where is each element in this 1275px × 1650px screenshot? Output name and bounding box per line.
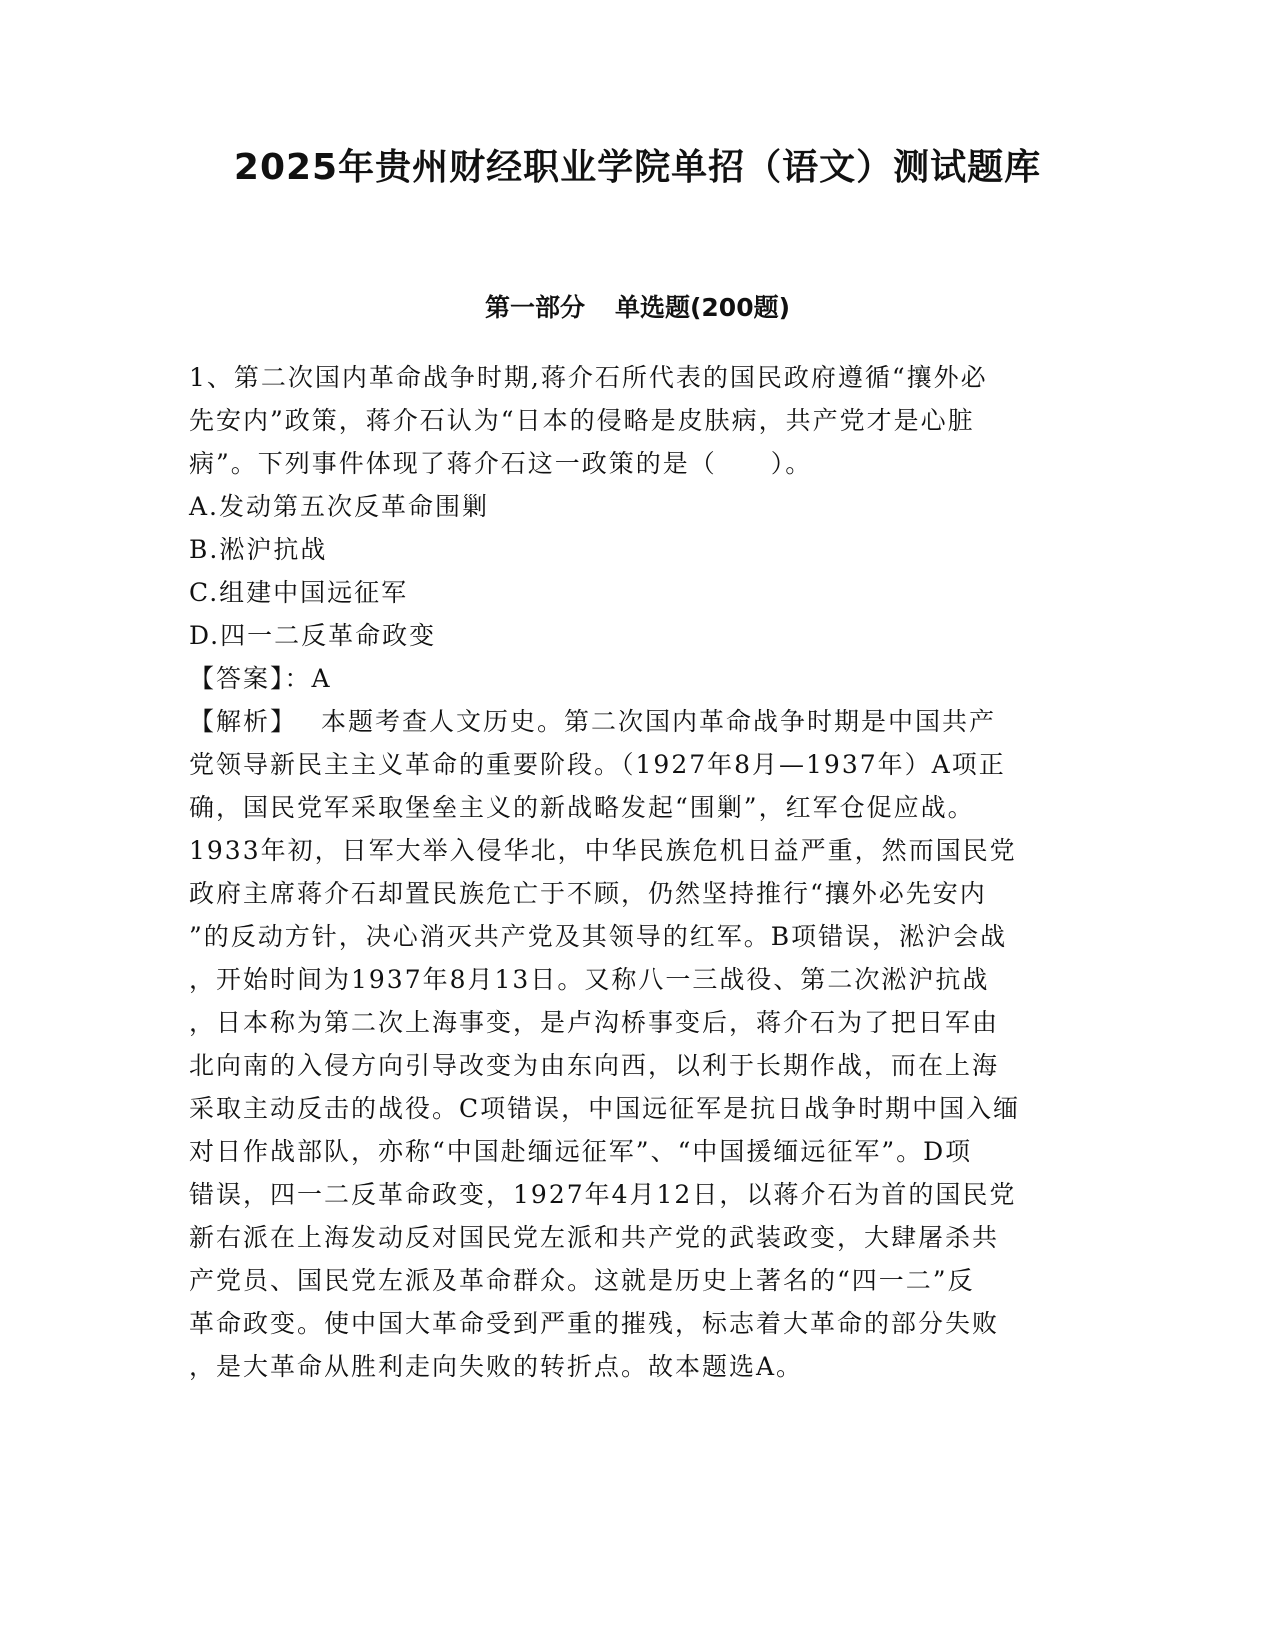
question-block <box>189 356 1089 1388</box>
question-stem-line: 先安内”政策，蒋介石认为“日本的侵略是皮肤病，共产党才是心脏 <box>189 406 975 435</box>
analysis-text: 本题考查人文历史。第二次国内革命战争时期是中国共产 <box>321 707 997 736</box>
analysis-line: 对日作战部队，亦称“中国赴缅远征军”、“中国援缅远征军”。D项 <box>189 1137 973 1166</box>
option-b: B.淞沪抗战 <box>189 535 328 564</box>
analysis-line: 确，国民党军采取堡垒主义的新战略发起“围剿”，红军仓促应战。 <box>189 793 975 822</box>
option-a: A.发动第五次反革命围剿 <box>189 492 490 521</box>
analysis-line: 政府主席蒋介石却置民族危亡于不顾，仍然坚持推行“攘外必先安内 <box>189 879 987 908</box>
analysis-line <box>189 700 1089 743</box>
analysis-line: ”的反动方针，决心消灭共产党及其领导的红军。B项错误，淞沪会战 <box>189 922 1008 951</box>
analysis-line: ，日本称为第二次上海事变，是卢沟桥事变后，蒋介石为了把日军由 <box>189 1008 1000 1037</box>
section-name-label: 单选题(200题) <box>614 293 791 322</box>
analysis-line: ，开始时间为1937年8月13日。又称八一三战役、第二次淞沪抗战 <box>189 965 990 994</box>
question-stem-line: 1、第二次国内革命战争时期,蒋介石所代表的国民政府遵循“攘外必 <box>189 363 988 392</box>
answer-label: 【答案】： <box>189 664 312 693</box>
analysis-line: 1933年初，日军大举入侵华北，中华民族危机日益严重，然而国民党 <box>189 836 1017 865</box>
answer-line <box>189 657 1089 700</box>
analysis-line: 党领导新民主主义革命的重要阶段。（1927年8月—1937年）A项正 <box>189 750 1006 779</box>
section-heading <box>0 292 1275 324</box>
analysis-line: 革命政变。使中国大革命受到严重的摧残，标志着大革命的部分失败 <box>189 1309 1000 1338</box>
section-part-label: 第一部分 <box>484 293 585 322</box>
analysis-line: 错误，四一二反革命政变，1927年4月12日，以蒋介石为首的国民党 <box>189 1180 1017 1209</box>
analysis-line: 采取主动反击的战役。C项错误，中国远征军是抗日战争时期中国入缅 <box>189 1094 1021 1123</box>
option-c: C.组建中国远征军 <box>189 578 409 607</box>
analysis-line: 产党员、国民党左派及革命群众。这就是历史上著名的“四一二”反 <box>189 1266 975 1295</box>
question-stem-line: 病”。下列事件体现了蒋介石这一政策的是（ ）。 <box>189 449 813 478</box>
analysis-line: 北向南的入侵方向引导改变为由东向西，以利于长期作战，而在上海 <box>189 1051 1000 1080</box>
analysis-line: 新右派在上海发动反对国民党左派和共产党的武装政变，大肆屠杀共 <box>189 1223 1000 1252</box>
option-d: D.四一二反革命政变 <box>189 621 437 650</box>
analysis-line: ，是大革命从胜利走向失败的转折点。故本题选A。 <box>189 1352 804 1381</box>
answer-value: A <box>311 664 332 693</box>
document-title: 2025年贵州财经职业学院单招（语文）测试题库 <box>233 147 1042 188</box>
analysis-label: 【解析】 <box>189 707 298 736</box>
